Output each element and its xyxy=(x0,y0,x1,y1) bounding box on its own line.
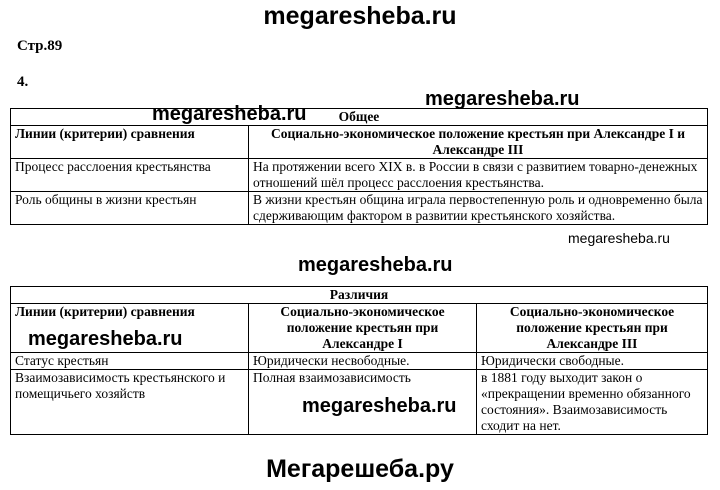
row-alexander-iii: Юридически свободные. xyxy=(477,353,708,370)
row-criterion: Статус крестьян xyxy=(11,353,249,370)
row-description: На протяжении всего XIX в. в России в связи с развитием товарно-денежных отношений шёл процесс расслоения крестьянства. xyxy=(249,159,708,192)
page-reference: Стр.89 xyxy=(17,38,63,54)
site-watermark: megaresheba.ru xyxy=(425,88,580,110)
common-table xyxy=(10,108,708,225)
table-row xyxy=(11,353,708,370)
column-header-alexander-iii: Социально-экономическое положение крестьян при Александре III xyxy=(477,304,708,353)
row-alexander-i: Полная взаимозависимость xyxy=(249,370,477,435)
table-row xyxy=(11,159,708,192)
task-number: 4. xyxy=(17,74,29,90)
row-criterion: Взаимозависимость крестьянского и помещичьего хозяйств xyxy=(11,370,249,435)
column-header-alexander-i: Социально-экономическое положение крестьян при Александре I xyxy=(249,304,477,353)
site-watermark-top: megaresheba.ru xyxy=(263,2,457,30)
site-watermark: megaresheba.ru xyxy=(152,103,307,125)
column-header-alexander-i-iii: Социально-экономическое положение крестьян при Александре I и Александре III xyxy=(249,126,708,159)
site-watermark: megaresheba.ru xyxy=(28,328,183,350)
row-alexander-i: Юридически несвободные. xyxy=(249,353,477,370)
row-criterion: Роль общины в жизни крестьян xyxy=(11,192,249,225)
common-table-title: Общее xyxy=(11,109,708,126)
site-watermark: megaresheba.ru xyxy=(302,395,457,417)
row-description: В жизни крестьян община играла первостепенную роль и одновременно была сдерживающим фактором в развитии крестьянского хозяйства. xyxy=(249,192,708,225)
common-table-title-row xyxy=(11,109,708,126)
site-watermark: megaresheba.ru xyxy=(568,230,670,246)
site-watermark-bottom: Мегарешеба.ру xyxy=(266,455,454,483)
common-table-header-row xyxy=(11,126,708,159)
diff-table-title: Различия xyxy=(11,287,708,304)
site-watermark: megaresheba.ru xyxy=(298,254,453,276)
diff-table-title-row xyxy=(11,287,708,304)
table-row xyxy=(11,192,708,225)
row-alexander-iii: в 1881 году выходит закон о «прекращении временно обязанного состояния». Взаимозависимость сходит на нет. xyxy=(477,370,708,435)
column-header-criteria: Линии (критерии) сравнения xyxy=(11,304,249,353)
column-header-criteria: Линии (критерии) сравнения xyxy=(11,126,249,159)
row-criterion: Процесс расслоения крестьянства xyxy=(11,159,249,192)
